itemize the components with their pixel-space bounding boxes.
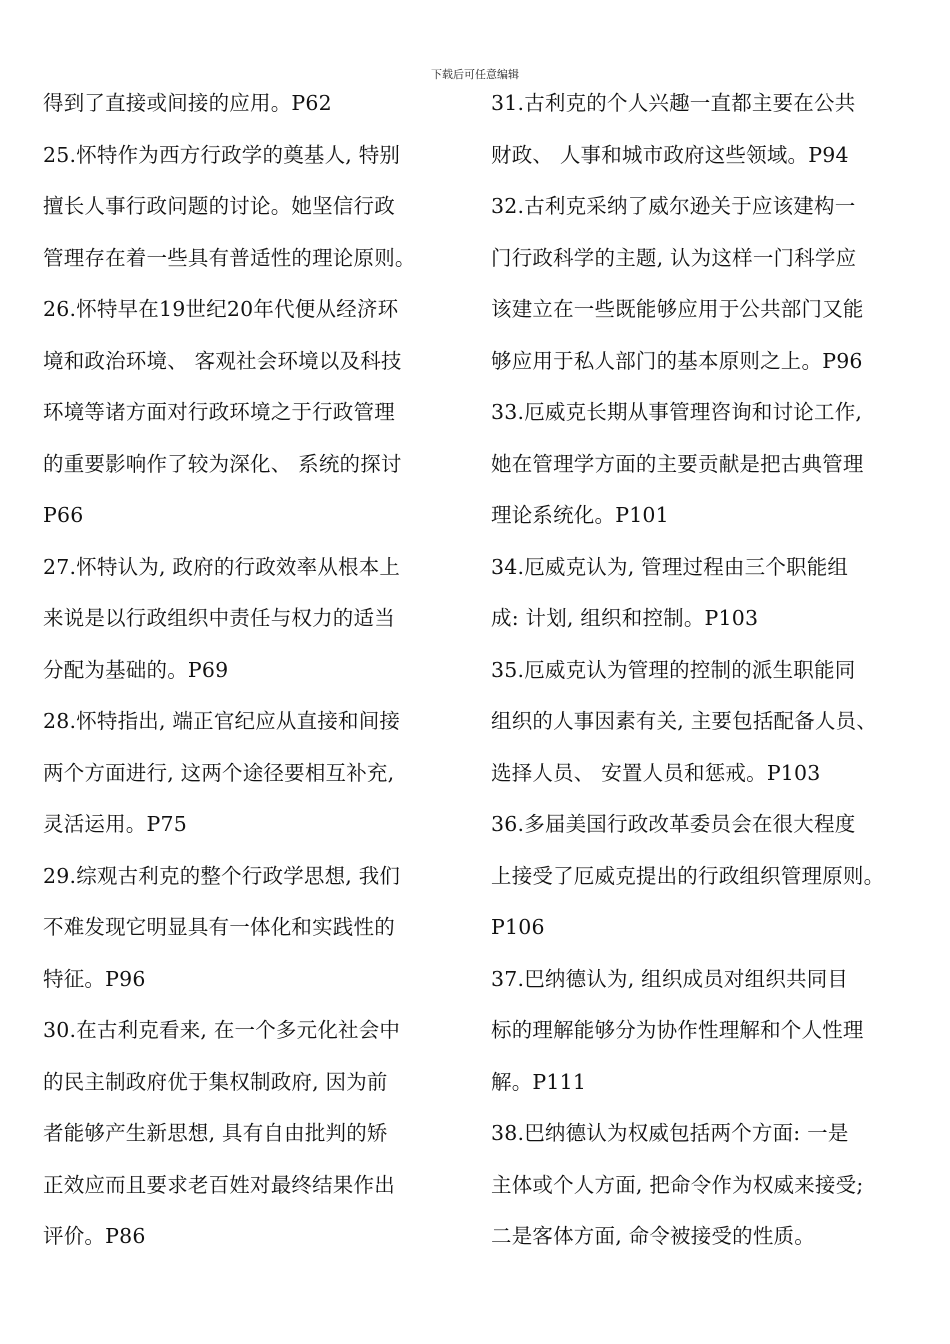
text-line: 选择人员、 安置人员和惩戒。P103 <box>491 760 821 785</box>
text-line: 26.怀特早在19世纪20年代便从经济环 <box>43 297 399 321</box>
text-line: 34.厄威克认为, 管理过程由三个职能组 <box>491 554 849 579</box>
text-line: 组织的人事因素有关, 主要包括配备人员、 <box>491 709 878 733</box>
text-line: 该建立在一些既能够应用于公共部门又能 <box>491 297 864 321</box>
text-line: 两个方面进行, 这两个途径要相互补充, <box>43 760 395 785</box>
text-line: 灵活运用。P75 <box>43 812 187 836</box>
text-line: 主体或个人方面, 把命令作为权威来接受; <box>491 1172 864 1197</box>
text-line: 31.古利克的个人兴趣一直都主要在公共 <box>491 91 856 115</box>
text-line: 28.怀特指出, 端正官纪应从直接和间接 <box>43 709 401 733</box>
text-line: 上接受了厄威克提出的行政组织管理原则。 <box>491 863 885 888</box>
text-line: 32.古利克采纳了威尔逊关于应该建构一 <box>491 194 856 218</box>
text-line: 环境等诸方面对行政环境之于行政管理 <box>43 400 395 424</box>
text-line: 36.多届美国行政改革委员会在很大程度 <box>491 812 856 836</box>
text-line: 擅长人事行政问题的讨论。她坚信行政 <box>43 194 395 218</box>
left-column <box>43 84 468 1269</box>
text-line: 门行政科学的主题, 认为这样一门科学应 <box>491 245 857 270</box>
text-line: 评价。P86 <box>43 1224 146 1248</box>
text-line: 够应用于私人部门的基本原则之上。P96 <box>491 348 863 373</box>
text-line: 得到了直接或间接的应用。P62 <box>43 91 332 115</box>
text-line: 33.厄威克长期从事管理咨询和讨论工作, <box>491 400 863 424</box>
text-line: 二是客体方面, 命令被接受的性质。 <box>491 1224 815 1248</box>
text-line: 境和政治环境、 客观社会环境以及科技 <box>43 348 402 373</box>
text-line: 她在管理学方面的主要贡献是把古典管理 <box>491 451 864 476</box>
text-line: 的重要影响作了较为深化、 系统的探讨 <box>43 451 402 476</box>
text-line: 理论系统化。P101 <box>491 503 669 527</box>
text-line: 的民主制政府优于集权制政府, 因为前 <box>43 1069 388 1094</box>
text-line: P106 <box>491 915 545 939</box>
text-line: 成: 计划, 组织和控制。P103 <box>491 606 759 630</box>
text-line: P66 <box>43 503 84 527</box>
page-header: 下载后可任意编辑 <box>431 68 519 81</box>
text-line: 25.怀特作为西方行政学的奠基人, 特别 <box>43 142 401 167</box>
text-line: 分配为基础的。P69 <box>43 657 229 682</box>
text-line: 特征。P96 <box>43 966 146 991</box>
text-line: 标的理解能够分为协作性理解和个人性理 <box>491 1018 864 1042</box>
text-line: 27.怀特认为, 政府的行政效率从根本上 <box>43 554 401 579</box>
text-line: 解。P111 <box>491 1069 587 1094</box>
text-line: 30.在古利克看来, 在一个多元化社会中 <box>43 1018 401 1042</box>
text-line: 者能够产生新思想, 具有自由批判的矫 <box>43 1121 388 1145</box>
right-column <box>491 84 941 1269</box>
text-line: 财政、 人事和城市政府这些领域。P94 <box>491 142 849 167</box>
text-line: 35.厄威克认为管理的控制的派生职能同 <box>491 657 856 682</box>
text-line: 38.巴纳德认为权威包括两个方面: 一是 <box>491 1121 849 1145</box>
text-line: 29.综观古利克的整个行政学思想, 我们 <box>43 863 401 888</box>
text-line: 正效应而且要求老百姓对最终结果作出 <box>43 1172 395 1197</box>
text-line: 来说是以行政组织中责任与权力的适当 <box>43 606 395 630</box>
text-line: 不难发现它明显具有一体化和实践性的 <box>43 915 395 939</box>
text-line: 37.巴纳德认为, 组织成员对组织共同目 <box>491 966 849 991</box>
text-line: 管理存在着一些具有普适性的理论原则。 <box>43 245 416 270</box>
